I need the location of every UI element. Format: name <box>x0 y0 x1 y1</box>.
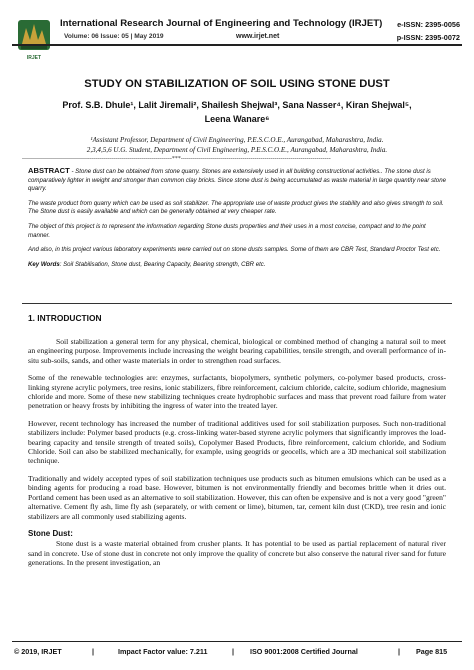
abstract-heading: ABSTRACT <box>28 166 70 175</box>
intro-paragraph-1: Soil stabilization a general term for any physical, chemical, biological or combined method of changing a natural soil to meet an engineering purpose. Improvements include increasing the weight bearing capabilities, tensile strength, and overall performance of in-situ sub-soils, sands, and other waste materials in order to strengthen road surfaces. <box>28 337 446 365</box>
footer-page-number: Page 815 <box>416 647 448 656</box>
footer-rule <box>12 641 462 642</box>
stone-dust-paragraph: Stone dust is a waste material obtained from crusher plants. It has potential to be used as partial replacement of natural river sand in concrete. Use of stone dust in concrete not only improve the quality of concrete but also conserve the natural river sand for future generations. In the present investigation, an <box>28 539 446 568</box>
footer-copyright: © 2019, IRJET <box>14 647 62 656</box>
affiliation-1: ¹Assistant Professor, Department of Civil Engineering, P.E.S.C.O.E., Aurangabad, Maharashtra, India. <box>90 136 384 144</box>
abstract-rule <box>22 303 452 304</box>
abstract-text-1: - Stone dust can be obtained from stone quarry. Stones are extensively used in all building constructional activities.. The stone dust is comparatively lighter in weight and stronger than common clay bricks. Since stone dust is being accumulated as waste material in large quantity near stone quarry. <box>28 168 446 193</box>
authors-line-1: Prof. S.B. Dhule¹, Lalit Jiremali², Shailesh Shejwal³, Sana Nasser⁴, Kiran Shejwal⁵, <box>62 100 412 110</box>
volume-info: Volume: 06 Issue: 05 | May 2019 <box>64 33 164 40</box>
abstract-paragraph-3: The object of this project is to represent the information regarding Stone dusts properties and their uses in a most concise, compact and to the point manner. <box>28 222 426 239</box>
e-issn: e-ISSN: 2395-0056 <box>397 20 460 29</box>
journal-title: International Research Journal of Engineering and Technology (IRJET) <box>60 18 383 29</box>
footer-iso: ISO 9001:2008 Certified Journal <box>250 647 358 656</box>
journal-website-link[interactable]: www.irjet.net <box>236 33 280 40</box>
p-issn: p-ISSN: 2395-0072 <box>396 33 460 42</box>
journal-header <box>0 0 474 66</box>
author-list <box>40 98 434 126</box>
abstract-paragraph-2: The waste product from quarry which can be used as soil stabilizer. The appropriate use of waste product gives the stability and also gives strength to soil. The Stone dust is easily available and which can be generally obtained at very cheaper rate. <box>28 199 444 216</box>
keywords-text: : Soil Stabilisation, Stone dust, Bearing Capacity, Bearing strength, CBR etc. <box>59 260 266 268</box>
footer-separator: | <box>232 647 235 656</box>
footer-separator: | <box>92 647 95 656</box>
paper-title: STUDY ON STABILIZATION OF SOIL USING STONE DUST <box>84 78 390 90</box>
section-separator: ---------------------------------------------------------------------------***--------------------------------------------------------------------------- <box>22 156 331 162</box>
stone-dust-heading: Stone Dust: <box>28 528 73 538</box>
introduction-body <box>28 337 446 576</box>
authors-line-2: Leena Wanare⁶ <box>204 114 270 124</box>
intro-paragraph-4: Traditionally and widely accepted types of soil stabilization techniques use products such as bitumen emulsions which can be used as a binding agents for producing a road base. However, bitumen is not environmentally friendly and becomes brittle when it dries out. Portland cement has been used as an alternative to soil stabilization. However, this can often be expensive and is not a very good "green" alternative. Cement fly ash, lime fly ash (separately, or with cement or lime), bitumen, tar, cement kiln dust (CKD), tree resin and ionic stabilizers are all commonly used stabilizing agents. <box>28 473 446 521</box>
intro-paragraph-3: However, recent technology has increased the number of traditional additives used for soil stabilization purposes. Such non-traditional stabilizers include: Polymer based products (e.g. cross-linking water-based styrene acrylic polymers that significantly improves the load-bearing capacity and tensile strength of treated soils), Copolymer Based Products, fibre reinforcement, calcium chloride, and Sodium Chloride. Soil can also be stabilized mechanically, for example, using geogrids or geocells, which are a 3D mechanical soil stabilization technique. <box>28 418 446 466</box>
abstract <box>28 167 448 275</box>
logo-text: IRJET <box>26 55 42 61</box>
affiliation-2: 2,3,4,5,6 U.G. Student, Department of Civil Engineering, P.E.S.C.O.E., Aurangabad, Maharashtra, India. <box>86 146 388 154</box>
keywords-label: Key Words <box>28 260 60 268</box>
footer-separator: | <box>398 647 401 656</box>
introduction-heading: 1. INTRODUCTION <box>28 313 102 323</box>
footer-impact-factor: Impact Factor value: 7.211 <box>118 647 208 656</box>
keywords <box>28 261 448 270</box>
abstract-paragraph-4: And also, in this project various laboratory experiments were carried out on stone dusts samples. Some of them are CBR Test, Standard Proctor Test etc. <box>28 246 441 254</box>
intro-paragraph-2: Some of the renewable technologies are: enzymes, surfactants, biopolymers, synthetic polymers, co-polymer based products, cross-linking styrene acrylic polymers, tree resins, ionic stabilizers, fibre reinforcement, calcium chloride, calcite, sodium chloride, magnesium chloride and more. Some of these new stabilizing techniques create hydrophobic surfaces and mass that prevent road failure from water penetration or heavy frosts by inhibiting the ingress of water into the treated layer. <box>28 373 446 411</box>
abstract-paragraph-1 <box>28 167 448 194</box>
header-rule <box>12 44 462 46</box>
